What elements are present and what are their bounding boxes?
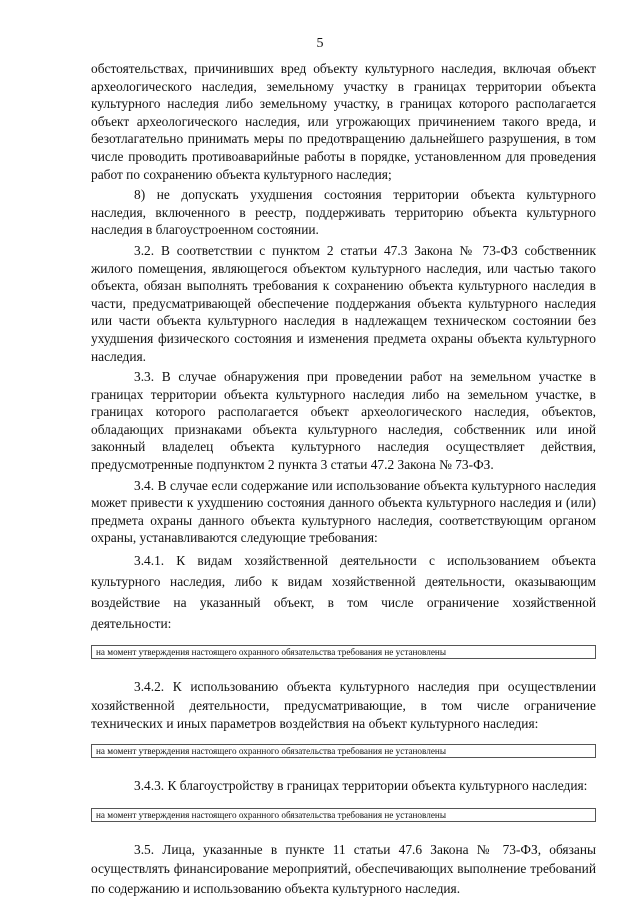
paragraph-3-2: 3.2. В соответствии с пунктом 2 статьи 47.3 Закона № 73-ФЗ собственник жилого помещения, являющегося объектом культурного наследия, или частью такого объекта, обязан выполнять требования к сохранению объекта культурного наследия в части, предусматривающей обеспечение поддержания объекта культурного наследия или части объекта культурного наследия в надлежащем техническом состоянии без ухудшения физического состояния и изменения предмета охраны объекта культурного наследия. (91, 242, 596, 364)
paragraph-item-8: 8) не допускать ухудшения состояния территории объекта культурного наследия, включенного в реестр, поддерживать территорию объекта культурного наследия в благоустроенном состоянии. (91, 187, 596, 238)
paragraph-3-3: 3.3. В случае обнаружения при проведении работ на земельном участке в границах территории объекта культурного наследия либо на земельном участке, в границах которого располагается объект археологического наследия, объектов, обладающих признаками объекта культурного наследия, собственник или иной законный владелец объекта культурного наследия осуществляет действия, предусмотренные подпунктом 2 пункта 3 статьи 47.2 Закона № 73-ФЗ. (91, 369, 596, 473)
requirement-field-box: на момент утверждения настоящего охранного обязательства требования не установлены (91, 645, 596, 659)
paragraph-continuation: обстоятельствах, причинивших вред объекту культурного наследия, включая объект археологического наследия, земельному участку в границах территории объекта культурного наследия либо земельному участку, в границах которого располагается объект археологического наследия, или угрожающих причинением такого вреда, и безотлагательно принимать меры по предотвращению дальнейшего разрушения, в том числе проводить противоаварийные работы в порядке, установленном для проведения работ по сохранению объекта культурного наследия; (91, 61, 596, 182)
page-number: 5 (316, 36, 324, 51)
document-body (91, 60, 596, 898)
paragraph-3-4-3: 3.4.3. К благоустройству в границах территории объекта культурного наследия: (134, 777, 588, 793)
paragraph-3-4-2: 3.4.2. К использованию объекта культурного наследия при осуществлении хозяйственной деятельности, предусматривающие, в том числе ограничение технических и иных параметров воздействия на объект культурного наследия: (91, 679, 596, 732)
requirement-field-box: на момент утверждения настоящего охранного обязательства требования не установлены (91, 808, 596, 822)
requirement-field-box: на момент утверждения настоящего охранного обязательства требования не установлены (91, 744, 596, 758)
paragraph-3-4-1: 3.4.1. К видам хозяйственной деятельности с использованием объекта культурного наследия, либо к видам хозяйственной деятельности, оказывающим воздействие на указанный объект, в том числе ограничение хозяйственной деятельности: (91, 553, 596, 632)
paragraph-3-4: 3.4. В случае если содержание или использование объекта культурного наследия может привести к ухудшению состояния данного объекта культурного наследия и (или) предмета охраны данного объекта культурного наследия, соответствующим органом охраны, устанавливаются следующие требования: (91, 477, 596, 546)
paragraph-3-5: 3.5. Лица, указанные в пункте 11 статьи 47.6 Закона № 73-ФЗ, обязаны осуществлять финансирование мероприятий, обеспечивающих выполнение требований по содержанию и использованию объекта культурного наследия. (91, 841, 596, 896)
